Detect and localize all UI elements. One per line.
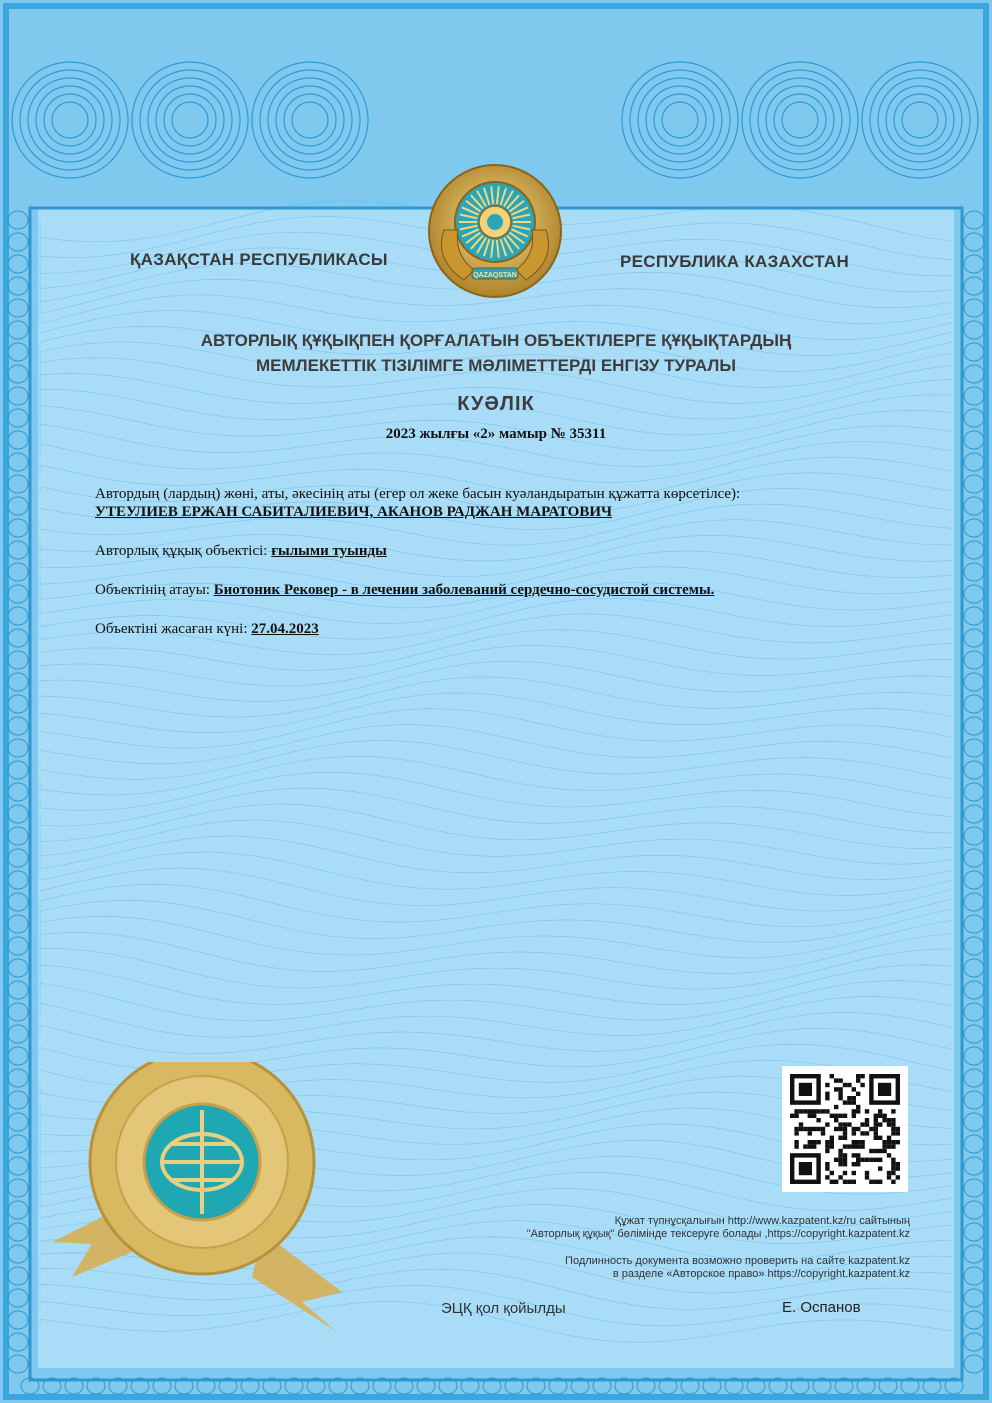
- authors-label: Автордың (лардың) жөні, аты, әкесінің аты (егер ол жеке басын куәландыратын құжатта көрсетілсе):: [95, 486, 741, 502]
- qr-code-icon[interactable]: [782, 1066, 908, 1192]
- institute-seal-icon: [52, 1062, 342, 1332]
- verify-russian-line-2: в разделе «Авторское право» https://copyright.kazpatent.kz: [612, 1268, 910, 1280]
- object-name-label: Объектінің атауы:: [95, 582, 210, 598]
- verify-kazakh-line-2: "Авторлық құқық" бөлімінде тексеруге болады ,https://copyright.kazpatent.kz: [526, 1228, 910, 1240]
- verify-russian: [565, 1255, 910, 1281]
- header-kazakh: ҚАЗАҚСТАН РЕСПУБЛИКАСЫ: [130, 250, 388, 269]
- object-name-row: [95, 582, 714, 599]
- created-date-value: 27.04.2023: [251, 621, 319, 637]
- created-date-label: Объектіні жасаған күні:: [95, 621, 248, 637]
- kazakhstan-emblem-icon: [424, 160, 566, 302]
- authors-value: УТЕУЛИЕВ ЕРЖАН САБИТАЛИЕВИЧ, АКАНОВ РАДЖАН МАРАТОВИЧ: [95, 504, 613, 520]
- title-line-2: МЕМЛЕКЕТТІК ТІЗІЛІМГЕ МӘЛІМЕТТЕРДІ ЕНГІЗУ ТУРАЛЫ: [256, 356, 736, 375]
- certificate-title: КУӘЛІК: [457, 393, 535, 415]
- certificate-date-number: 2023 жылғы «2» мамыр № 35311: [385, 426, 607, 442]
- object-type-value: ғылыми туынды: [271, 543, 387, 559]
- object-type-row: [95, 543, 387, 560]
- object-name-value: Биотоник Рековер - в лечении заболеваний сердечно-сосудистой системы.: [213, 582, 715, 598]
- object-type-label: Авторлық құқық объектісі:: [95, 543, 268, 559]
- digital-signature-label: ЭЦҚ қол қойылды: [441, 1300, 566, 1317]
- header-russian: РЕСПУБЛИКА КАЗАХСТАН: [620, 252, 850, 271]
- title-line-1: АВТОРЛЫҚ ҚҰҚЫҚПЕН ҚОРҒАЛАТЫН ОБЪЕКТІЛЕРГЕ ҚҰҚЫҚТАРДЫҢ: [200, 331, 792, 350]
- signer-name: Е. Оспанов: [782, 1299, 861, 1316]
- verify-russian-line-1: Подлинность документа возможно проверить на сайте kazpatent.kz: [565, 1255, 910, 1267]
- verify-kazakh: [527, 1215, 910, 1241]
- created-date-row: [95, 621, 319, 638]
- emblem-inscription: QAZAQSTAN: [473, 272, 517, 279]
- verify-kazakh-line-1: Құжат түпнұсқалығын http://www.kazpatent.kz/ru сайтының: [614, 1215, 910, 1227]
